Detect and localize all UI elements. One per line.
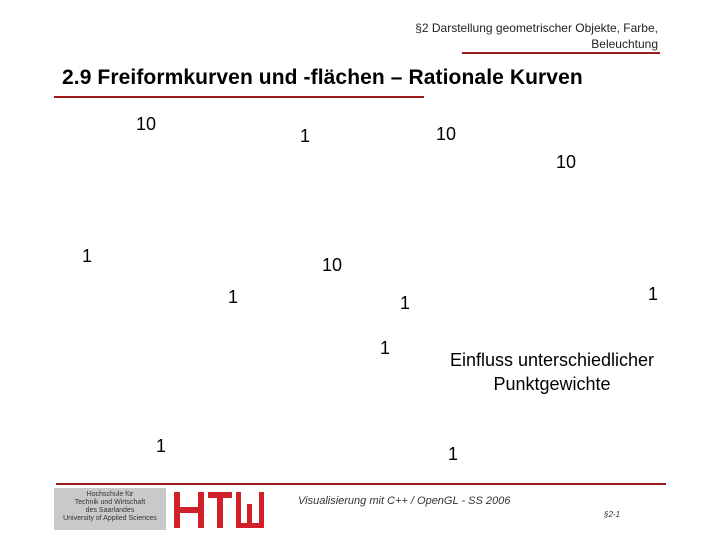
caption-line-2: Punktgewichte (493, 374, 611, 394)
header-line-2: Beleuchtung (591, 37, 658, 51)
weight-label: 1 (400, 293, 411, 313)
caption (438, 348, 666, 396)
course-title: Visualisierung mit C++ / OpenGL - SS 2006 (298, 495, 511, 507)
header-rule (462, 52, 660, 54)
weight-label: 1 (300, 126, 311, 146)
header-line-1: §2 Darstellung geometrischer Objekte, Farbe, (415, 21, 658, 35)
weight-label: 1 (228, 287, 239, 307)
slide-title: 2.9 Freiformkurven und -flächen – Rationale Kurven (62, 66, 583, 89)
weight-label: 10 (556, 152, 577, 172)
weight-label: 10 (436, 124, 457, 144)
weight-label: 1 (448, 444, 459, 464)
weight-label: 1 (156, 436, 167, 456)
weight-label: 1 (648, 284, 659, 304)
title-rule (54, 96, 424, 98)
page-number: §2-1 (604, 510, 621, 519)
weight-label: 1 (380, 338, 391, 358)
weight-label: 10 (136, 114, 157, 134)
htw-logo (172, 490, 266, 530)
header (358, 20, 658, 52)
university-logo: Hochschule für Technik und Wirtschaft des Saarlandes University of Applied Sciences (54, 488, 166, 530)
weight-label: 1 (82, 246, 93, 266)
weight-label: 10 (322, 255, 343, 275)
caption-line-1: Einfluss unterschiedlicher (449, 350, 655, 370)
footer-rule (56, 483, 666, 485)
